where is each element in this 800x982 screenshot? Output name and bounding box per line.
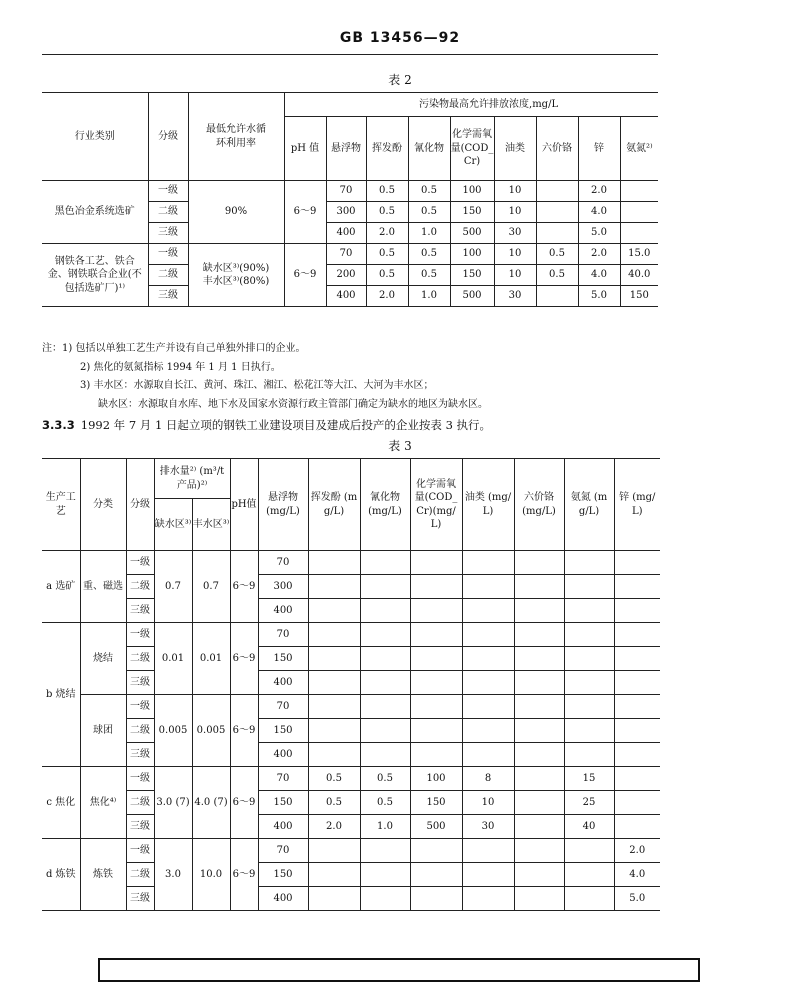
table-row — [42, 575, 660, 599]
value-cell: 150 — [620, 286, 658, 307]
value-cell: 400 — [258, 887, 308, 911]
value-cell — [536, 181, 578, 202]
column-header: 油类 — [494, 117, 536, 181]
value-cell: 100 — [410, 767, 462, 791]
value-cell: 70 — [258, 623, 308, 647]
header-ph: pH值 — [230, 459, 258, 551]
grade-label: 三级 — [126, 887, 154, 911]
value-cell — [564, 743, 614, 767]
value-cell: 8 — [462, 767, 514, 791]
value-cell — [620, 223, 658, 244]
clause-3-3-3 — [42, 417, 662, 433]
grade-label: 二级 — [126, 863, 154, 887]
value-cell — [410, 839, 462, 863]
drainage-wet: 0.01 — [192, 623, 230, 695]
value-cell — [360, 863, 410, 887]
value-cell: 2.0 — [366, 286, 408, 307]
column-header: 化学需氧 量(COD_Cr) — [450, 117, 494, 181]
value-cell — [308, 647, 360, 671]
class-name: 炼铁 — [80, 839, 126, 911]
value-cell — [514, 719, 564, 743]
value-cell: 150 — [258, 863, 308, 887]
value-cell — [614, 575, 660, 599]
value-cell — [514, 671, 564, 695]
value-cell: 400 — [258, 671, 308, 695]
value-cell: 4.0 — [578, 202, 620, 223]
value-cell — [564, 887, 614, 911]
value-cell — [360, 671, 410, 695]
value-cell — [514, 863, 564, 887]
value-cell — [360, 647, 410, 671]
bottom-frame — [98, 958, 700, 982]
value-cell: 500 — [410, 815, 462, 839]
value-cell: 30 — [494, 223, 536, 244]
header-wet-area: 丰水区³⁾ — [192, 499, 230, 551]
value-cell: 40 — [564, 815, 614, 839]
value-cell: 100 — [450, 181, 494, 202]
ph-value: 6～9 — [230, 839, 258, 911]
value-cell — [564, 839, 614, 863]
value-cell: 0.5 — [360, 767, 410, 791]
value-cell: 2.0 — [614, 839, 660, 863]
value-cell: 0.5 — [366, 202, 408, 223]
value-cell: 25 — [564, 791, 614, 815]
value-cell: 70 — [326, 181, 366, 202]
value-cell — [614, 551, 660, 575]
grade-label: 一级 — [126, 695, 154, 719]
value-cell — [536, 202, 578, 223]
value-cell — [462, 647, 514, 671]
value-cell — [614, 743, 660, 767]
value-cell: 1.0 — [408, 223, 450, 244]
value-cell — [308, 743, 360, 767]
grade-label: 一级 — [148, 244, 188, 265]
value-cell — [614, 767, 660, 791]
process-name: c 焦化 — [42, 767, 80, 839]
grade-label: 二级 — [126, 647, 154, 671]
value-cell: 10 — [494, 181, 536, 202]
value-cell: 0.5 — [308, 791, 360, 815]
value-cell — [360, 887, 410, 911]
value-cell — [614, 719, 660, 743]
header-grade: 分级 — [126, 459, 154, 551]
value-cell — [360, 695, 410, 719]
value-cell — [308, 575, 360, 599]
grade-label: 二级 — [148, 202, 188, 223]
header-dry-area: 缺水区³⁾ — [154, 499, 192, 551]
table2-notes — [42, 340, 662, 414]
column-header: 氨氮²⁾ — [620, 117, 658, 181]
drainage-wet: 10.0 — [192, 839, 230, 911]
value-cell: 150 — [450, 265, 494, 286]
value-cell — [360, 623, 410, 647]
value-cell: 400 — [326, 223, 366, 244]
grade-label: 二级 — [126, 575, 154, 599]
value-cell — [514, 887, 564, 911]
value-cell: 0.5 — [536, 244, 578, 265]
value-cell: 10 — [494, 244, 536, 265]
table-row — [42, 695, 660, 719]
header-pollutant-limits: 污染物最高允许排放浓度,mg/L — [284, 93, 658, 117]
header-industry: 行业类别 — [42, 93, 148, 181]
value-cell: 150 — [258, 719, 308, 743]
value-cell — [614, 695, 660, 719]
grade-label: 三级 — [126, 599, 154, 623]
drainage-wet: 0.005 — [192, 695, 230, 767]
table3-caption: 表 3 — [388, 439, 412, 453]
value-cell — [462, 887, 514, 911]
column-header: pH 值 — [284, 117, 326, 181]
grade-label: 一级 — [148, 181, 188, 202]
value-cell — [308, 695, 360, 719]
header-class: 分类 — [80, 459, 126, 551]
value-cell: 0.5 — [366, 181, 408, 202]
table-row — [42, 671, 660, 695]
value-cell: 0.5 — [308, 767, 360, 791]
drainage-dry: 0.005 — [154, 695, 192, 767]
column-header: 六价铬 (mg/L) — [514, 459, 564, 551]
value-cell — [462, 575, 514, 599]
value-cell — [462, 863, 514, 887]
value-cell: 2.0 — [578, 181, 620, 202]
value-cell — [614, 599, 660, 623]
value-cell: 300 — [258, 575, 308, 599]
column-header: 氰化物 (mg/L) — [360, 459, 410, 551]
value-cell — [462, 839, 514, 863]
value-cell — [410, 887, 462, 911]
table-row — [42, 244, 658, 265]
table-2 — [42, 92, 658, 307]
column-header: 六价铬 — [536, 117, 578, 181]
value-cell: 1.0 — [408, 286, 450, 307]
grade-label: 一级 — [126, 623, 154, 647]
value-cell — [360, 575, 410, 599]
value-cell — [462, 719, 514, 743]
value-cell: 0.5 — [408, 244, 450, 265]
drainage-dry: 0.01 — [154, 623, 192, 695]
value-cell: 0.5 — [366, 244, 408, 265]
value-cell: 70 — [258, 695, 308, 719]
table-row — [42, 623, 660, 647]
table-row — [42, 647, 660, 671]
value-cell: 0.5 — [408, 202, 450, 223]
value-cell: 5.0 — [578, 223, 620, 244]
value-cell — [564, 575, 614, 599]
value-cell: 0.5 — [360, 791, 410, 815]
clause-number: 3.3.3 — [42, 418, 75, 432]
value-cell: 2.0 — [366, 223, 408, 244]
table-row — [42, 839, 660, 863]
value-cell — [410, 647, 462, 671]
table-row — [42, 599, 660, 623]
value-cell — [564, 599, 614, 623]
table-row — [42, 767, 660, 791]
value-cell: 400 — [326, 286, 366, 307]
value-cell — [410, 863, 462, 887]
value-cell: 5.0 — [614, 887, 660, 911]
clause-text: 1992 年 7 月 1 日起立项的钢铁工业建设项目及建成后投产的企业按表 3 执行。 — [80, 418, 492, 432]
note-1: 注：1) 包括以单独工艺生产并设有自己单独外排口的企业。 — [42, 343, 306, 354]
column-header: 油类 (mg/L) — [462, 459, 514, 551]
value-cell — [308, 599, 360, 623]
column-header: 化学需氧 量(COD_Cr)(mg/L) — [410, 459, 462, 551]
table-row — [42, 791, 660, 815]
value-cell — [308, 887, 360, 911]
process-name: a 选矿 — [42, 551, 80, 623]
value-cell — [308, 839, 360, 863]
value-cell — [514, 599, 564, 623]
column-header: 氨氮 (mg/L) — [564, 459, 614, 551]
grade-label: 三级 — [126, 671, 154, 695]
industry-category: 黑色冶金系统选矿 — [42, 181, 148, 244]
value-cell: 500 — [450, 223, 494, 244]
value-cell — [614, 647, 660, 671]
table-row — [42, 719, 660, 743]
value-cell — [410, 575, 462, 599]
value-cell: 70 — [258, 839, 308, 863]
value-cell — [514, 767, 564, 791]
grade-label: 三级 — [126, 815, 154, 839]
value-cell — [410, 671, 462, 695]
grade-label: 三级 — [148, 286, 188, 307]
value-cell — [410, 695, 462, 719]
value-cell: 0.5 — [536, 265, 578, 286]
value-cell: 0.5 — [408, 265, 450, 286]
column-header: 锌 (mg/L) — [614, 459, 660, 551]
value-cell: 1.0 — [360, 815, 410, 839]
table-row — [42, 815, 660, 839]
value-cell: 400 — [258, 815, 308, 839]
grade-label: 二级 — [148, 265, 188, 286]
recycle-rate: 90% — [188, 181, 284, 244]
value-cell: 40.0 — [620, 265, 658, 286]
value-cell — [360, 743, 410, 767]
header-grade: 分级 — [148, 93, 188, 181]
value-cell: 0.5 — [366, 265, 408, 286]
value-cell: 400 — [258, 599, 308, 623]
value-cell — [308, 671, 360, 695]
grade-label: 三级 — [126, 743, 154, 767]
value-cell — [564, 671, 614, 695]
table-row — [42, 551, 660, 575]
value-cell: 5.0 — [578, 286, 620, 307]
value-cell: 300 — [326, 202, 366, 223]
ph-value: 6～9 — [230, 767, 258, 839]
header-recycle-rate: 最低允许水循环利用率 — [188, 93, 284, 181]
ph-value: 6～9 — [230, 623, 258, 695]
value-cell: 30 — [494, 286, 536, 307]
column-header: 悬浮物 — [326, 117, 366, 181]
value-cell — [308, 719, 360, 743]
value-cell: 30 — [462, 815, 514, 839]
value-cell — [462, 695, 514, 719]
note-2: 2) 焦化的氨氮指标 1994 年 1 月 1 日执行。 — [80, 361, 281, 373]
class-name: 重、磁选 — [80, 551, 126, 623]
value-cell: 10 — [494, 265, 536, 286]
ph-value: 6～9 — [230, 551, 258, 623]
value-cell — [308, 623, 360, 647]
header-rule — [42, 54, 658, 55]
drainage-wet: 4.0 (7) — [192, 767, 230, 839]
table-3 — [42, 458, 660, 911]
value-cell: 150 — [258, 791, 308, 815]
value-cell: 400 — [258, 743, 308, 767]
value-cell — [514, 791, 564, 815]
value-cell — [360, 599, 410, 623]
value-cell: 2.0 — [308, 815, 360, 839]
value-cell — [462, 599, 514, 623]
value-cell — [410, 551, 462, 575]
value-cell — [410, 623, 462, 647]
value-cell: 2.0 — [578, 244, 620, 265]
value-cell — [462, 743, 514, 767]
process-name: b 烧结 — [42, 623, 80, 767]
drainage-dry: 0.7 — [154, 551, 192, 623]
drainage-wet: 0.7 — [192, 551, 230, 623]
table-row — [42, 887, 660, 911]
value-cell — [614, 623, 660, 647]
column-header: 悬浮物 (mg/L) — [258, 459, 308, 551]
value-cell — [360, 839, 410, 863]
value-cell: 15 — [564, 767, 614, 791]
value-cell: 10 — [494, 202, 536, 223]
value-cell — [360, 719, 410, 743]
value-cell — [614, 815, 660, 839]
note-4: 缺水区：水源取自水库、地下水及国家水资源行政主管部门确定为缺水的地区为缺水区。 — [98, 398, 488, 410]
drainage-dry: 3.0 (7) — [154, 767, 192, 839]
value-cell — [564, 863, 614, 887]
value-cell: 4.0 — [614, 863, 660, 887]
value-cell — [514, 695, 564, 719]
value-cell: 70 — [326, 244, 366, 265]
table2-caption: 表 2 — [388, 73, 412, 87]
value-cell — [410, 743, 462, 767]
value-cell — [614, 671, 660, 695]
value-cell: 100 — [450, 244, 494, 265]
table-row — [42, 743, 660, 767]
value-cell — [462, 551, 514, 575]
value-cell — [308, 551, 360, 575]
grade-label: 三级 — [148, 223, 188, 244]
value-cell — [564, 551, 614, 575]
header-process: 生产工艺 — [42, 459, 80, 551]
document-header: GB 13456—92 — [339, 30, 461, 46]
value-cell — [360, 551, 410, 575]
value-cell — [514, 551, 564, 575]
value-cell — [564, 623, 614, 647]
value-cell — [564, 695, 614, 719]
value-cell: 15.0 — [620, 244, 658, 265]
value-cell: 70 — [258, 551, 308, 575]
value-cell: 150 — [258, 647, 308, 671]
value-cell: 70 — [258, 767, 308, 791]
grade-label: 一级 — [126, 767, 154, 791]
value-cell — [514, 647, 564, 671]
grade-label: 二级 — [126, 791, 154, 815]
ph-value: 6～9 — [284, 244, 326, 307]
value-cell — [620, 202, 658, 223]
value-cell — [514, 815, 564, 839]
drainage-dry: 3.0 — [154, 839, 192, 911]
table-row — [42, 181, 658, 202]
ph-value: 6～9 — [230, 695, 258, 767]
value-cell — [620, 181, 658, 202]
column-header: 锌 — [578, 117, 620, 181]
industry-category: 钢铁各工艺、铁合金、钢铁联合企业(不包括选矿厂)¹⁾ — [42, 244, 148, 307]
column-header: 氰化物 — [408, 117, 450, 181]
value-cell: 500 — [450, 286, 494, 307]
table-row — [42, 863, 660, 887]
value-cell — [536, 286, 578, 307]
value-cell: 10 — [462, 791, 514, 815]
value-cell — [536, 223, 578, 244]
class-name: 焦化⁴⁾ — [80, 767, 126, 839]
recycle-rate: 缺水区³⁾(90%) 丰水区³⁾(80%) — [188, 244, 284, 307]
value-cell: 0.5 — [408, 181, 450, 202]
note-3: 3) 丰水区：水源取自长江、黄河、珠江、湘江、松花江等大江、大河为丰水区； — [80, 380, 434, 391]
grade-label: 二级 — [126, 719, 154, 743]
class-name: 球团 — [80, 695, 126, 767]
value-cell — [514, 623, 564, 647]
value-cell — [308, 863, 360, 887]
class-name: 烧结 — [80, 623, 126, 695]
value-cell: 200 — [326, 265, 366, 286]
value-cell — [564, 719, 614, 743]
grade-label: 一级 — [126, 551, 154, 575]
value-cell — [514, 743, 564, 767]
value-cell — [514, 575, 564, 599]
value-cell: 150 — [410, 791, 462, 815]
grade-label: 一级 — [126, 839, 154, 863]
value-cell — [564, 647, 614, 671]
value-cell — [462, 671, 514, 695]
value-cell — [462, 623, 514, 647]
value-cell — [514, 839, 564, 863]
process-name: d 炼铁 — [42, 839, 80, 911]
value-cell — [410, 719, 462, 743]
header-drainage: 排水量²⁾ (m³/t 产品)²⁾ — [154, 459, 230, 499]
ph-value: 6～9 — [284, 181, 326, 244]
value-cell — [410, 599, 462, 623]
value-cell: 150 — [450, 202, 494, 223]
value-cell — [614, 791, 660, 815]
column-header: 挥发酚 — [366, 117, 408, 181]
column-header: 挥发酚 (mg/L) — [308, 459, 360, 551]
value-cell: 4.0 — [578, 265, 620, 286]
